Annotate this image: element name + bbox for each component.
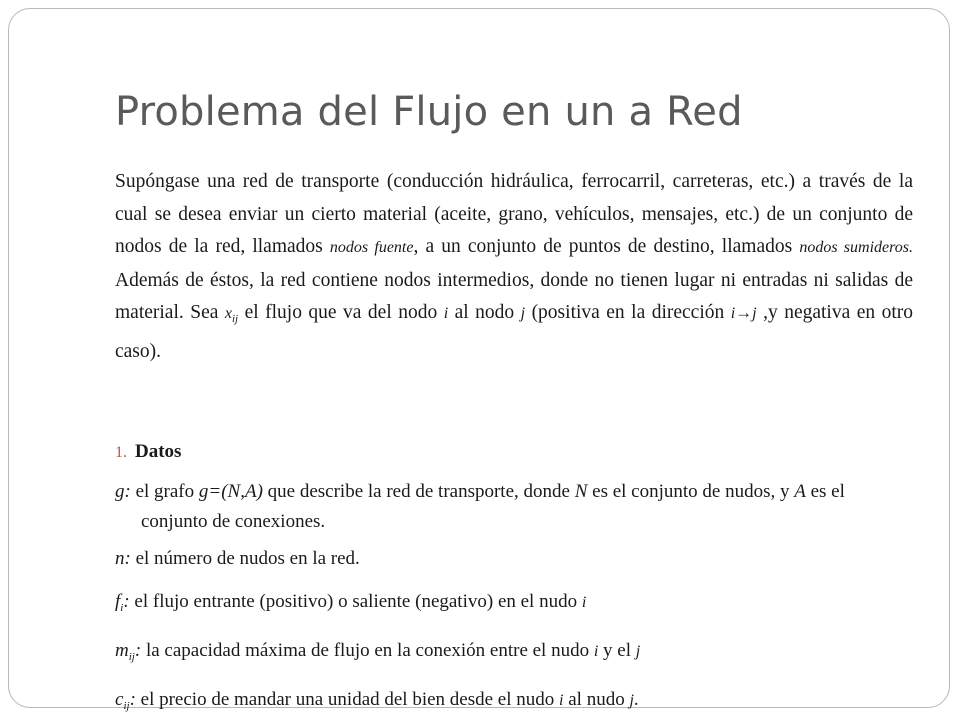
node-i: i <box>443 305 449 322</box>
definition-item-m <box>115 636 913 672</box>
term-nodos-sumideros: nodos sumideros. <box>799 239 913 256</box>
def-text: que describe la red de transporte, donde <box>262 481 575 502</box>
intro-text: al nodo <box>448 302 521 323</box>
def-symbol: c <box>115 689 124 710</box>
def-italic: i <box>581 594 587 611</box>
def-symbol: m <box>115 640 129 661</box>
def-subscript: ij <box>128 651 135 663</box>
def-italic: j <box>635 643 641 660</box>
def-text: es el conjunto de conexiones. <box>141 481 845 532</box>
intro-text: (positiva en la dirección <box>525 302 731 323</box>
term-nodos-fuente: nodos fuente <box>329 239 414 256</box>
def-text: el número de nudos en la red. <box>130 548 360 569</box>
definition-item-c <box>115 685 913 721</box>
intro-text: , a un conjunto de puntos de destino, llamados <box>413 236 800 257</box>
def-text: . <box>633 689 639 710</box>
def-italic: i <box>559 692 564 709</box>
def-text: el precio de mandar una unidad del bien desde el nudo <box>135 689 560 710</box>
direction-i: i <box>730 305 736 322</box>
def-subscript: ij <box>123 700 130 712</box>
def-symbol: f <box>115 591 121 612</box>
def-text: el grafo <box>130 481 199 502</box>
def-italic: A <box>794 481 806 502</box>
section-heading <box>115 441 913 463</box>
slide-title: Problema del Flujo en un a Red <box>115 89 743 135</box>
data-section <box>115 441 913 721</box>
node-j: j <box>520 305 526 322</box>
right-arrow-icon: → <box>735 303 753 322</box>
def-text: y el <box>598 640 636 661</box>
def-italic: i <box>593 643 599 660</box>
def-text: el flujo entrante (positivo) o saliente (negativo) en el nudo <box>129 591 582 612</box>
section-label: Datos <box>135 441 182 462</box>
section-number: 1. <box>115 444 127 461</box>
intro-text: ,y negativa en otro caso). <box>115 302 914 362</box>
def-symbol: n: <box>115 548 131 569</box>
def-colon: : <box>129 689 136 710</box>
direction-j: j <box>752 305 757 322</box>
def-italic: g=(N,A) <box>198 481 263 502</box>
definition-item-f <box>115 587 913 623</box>
def-text: es el conjunto de nudos, y <box>587 481 795 502</box>
definition-item-g <box>115 477 913 537</box>
def-italic: j <box>629 692 634 709</box>
definitions-list <box>115 477 913 721</box>
intro-text: Además de éstos, la red contiene nodos intermedios, donde no tienen lugar ni entradas ni salidas de material. Sea <box>115 269 913 323</box>
def-colon: : <box>134 640 142 661</box>
var-x: x <box>224 305 232 322</box>
intro-text: Supóngase una red de transporte (conducción hidráulica, ferrocarril, carreteras, etc.) a través de la cual se desea enviar un cierto material (aceite, grano, vehículos, mensajes, etc.) de un conjunto de nodos de la red, llamados <box>115 171 913 257</box>
slide-frame <box>8 8 950 712</box>
def-text: al nudo <box>563 689 630 710</box>
def-subscript: i <box>120 602 124 614</box>
def-text: la capacidad máxima de flujo en la conexión entre el nudo <box>141 640 594 661</box>
var-x-subscript: ij <box>231 313 239 325</box>
intro-paragraph <box>115 166 913 368</box>
def-symbol: g: <box>115 481 131 502</box>
def-italic: N <box>574 481 588 502</box>
def-colon: : <box>123 591 130 612</box>
definition-item-n <box>115 544 913 574</box>
intro-text: el flujo que va del nodo <box>238 302 444 323</box>
